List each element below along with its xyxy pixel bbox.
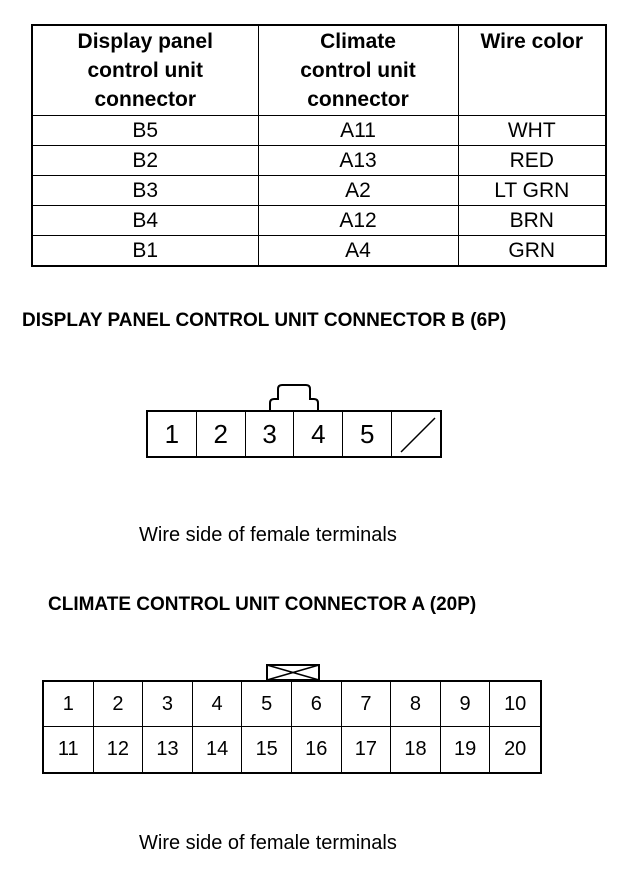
table-row [32,146,606,176]
terminal-cell: 1 [44,682,94,727]
terminal-cell: 4 [294,412,343,456]
terminal-cell: 2 [94,682,144,727]
empty-terminal-cell [392,412,440,456]
terminal-cell: 10 [490,682,540,727]
connector-a-title: CLIMATE CONTROL UNIT CONNECTOR A (20P) [48,594,477,615]
display-pin-cell: B1 [32,236,258,267]
display-pin-cell: B5 [32,116,258,146]
header-line: Climate [320,30,396,53]
terminal-cell: 7 [342,682,392,727]
terminal-cell: 6 [292,682,342,727]
table-row [32,206,606,236]
terminal-cell: 20 [504,738,527,760]
connector-a-latch-icon [266,664,320,681]
terminal-cell: 11 [44,727,94,772]
header-line: connector [94,88,196,111]
header-wire-color [458,25,606,116]
terminal-cell: 1 [148,412,197,456]
header-line: Wire color [480,30,583,53]
terminal-cell: 5 [343,412,392,456]
table-row [32,176,606,206]
climate-pin-cell: A2 [258,176,458,206]
terminal-cell: 17 [342,727,392,772]
header-line: control unit [87,59,203,82]
terminal-cell: 18 [391,727,441,772]
display-pin-cell: B4 [32,206,258,236]
display-pin-cell: B3 [32,176,258,206]
climate-pin-cell: A11 [258,116,458,146]
unused-terminal-slash-icon [397,414,437,454]
terminal-cell: 12 [94,727,144,772]
terminal-cell: 13 [143,727,193,772]
connector-b-diagram [146,410,442,458]
header-display-panel-connector [32,25,258,116]
terminal-cell: 3 [246,412,295,456]
table-row [32,116,606,146]
terminal-cell: 14 [193,727,243,772]
wire-color-cell: RED [458,146,606,176]
header-climate-connector [258,25,458,116]
connector-a-diagram [42,680,542,774]
climate-pin-cell: A12 [258,206,458,236]
header-line: Display panel [77,30,213,53]
connector-b-caption: Wire side of female terminals [139,524,397,546]
connector-b-title: DISPLAY PANEL CONTROL UNIT CONNECTOR B (6P) [22,310,507,331]
terminal-cell: 16 [292,727,342,772]
terminal-cell: 8 [391,682,441,727]
terminal-cell: 19 [441,727,491,772]
connector-b-latch-icon [268,383,320,411]
table-row [32,236,606,267]
display-pin-cell: B2 [32,146,258,176]
climate-pin-cell: A4 [258,236,458,267]
connector-a-caption: Wire side of female terminals [139,832,397,854]
wire-color-cell: LT GRN [458,176,606,206]
wire-color-cell: BRN [458,206,606,236]
terminal-cell: 9 [441,682,491,727]
terminal-cell: 3 [143,682,193,727]
header-line: control unit [300,59,416,82]
terminal-cell: 2 [197,412,246,456]
wire-color-cell: GRN [458,236,606,267]
table-header-row [32,25,606,116]
terminal-cell: 4 [193,682,243,727]
wire-connection-table [31,24,607,267]
header-line: connector [307,88,409,111]
climate-pin-cell: A13 [258,146,458,176]
terminal-cell: 5 [242,682,292,727]
terminal-cell: 15 [242,727,292,772]
wire-color-cell: WHT [458,116,606,146]
